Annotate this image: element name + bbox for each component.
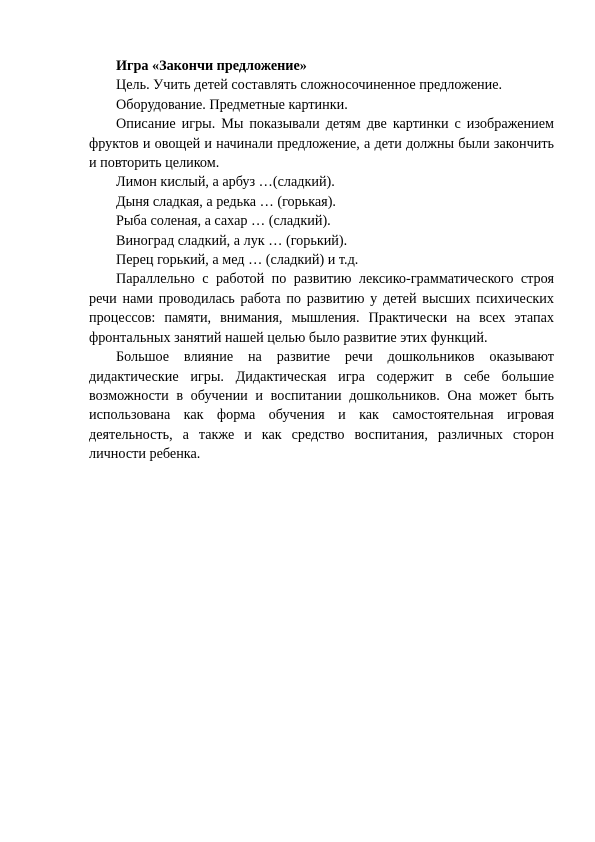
example-line: Виноград сладкий, а лук … (горький). [116,232,348,249]
document-page [89,57,554,465]
game-title: Игра «Закончи предложение» [116,58,307,74]
equipment-paragraph: Оборудование. Предметные картинки. [116,96,348,113]
example-line: Рыба соленая, а сахар … (сладкий). [116,213,331,230]
body-paragraph: Параллельно с работой по развитию лексико-грамматического строя речи нами проводилась работа по развитию у детей высших психических процессов: памяти, внимания, мышления. Практически на всех этапах фронтальных занятий нашей целью было развитие этих функций. [89,271,554,346]
example-line: Дыня сладкая, а редька … (горькая). [116,193,336,210]
example-line: Перец горький, а мед … (сладкий) и т.д. [116,252,359,269]
example-line: Лимон кислый, а арбуз …(сладкий). [116,174,335,191]
body-paragraph: Большое влияние на развитие речи дошкольников оказывают дидактические игры. Дидактическая игра содержит в себе большие возможности в обучении и воспитании дошкольников. Она может быть использована как форма обучения и как самостоятельная игровая деятельность, а также и как средство воспитания, различных сторон личности ребенка. [89,349,554,463]
goal-paragraph: Цель. Учить детей составлять сложносочиненное предложение. [116,77,503,94]
game-description-paragraph: Описание игры. Мы показывали детям две картинки с изображением фруктов и овощей и начинали предложение, а дети должны были закончить и повторить целиком. [89,116,554,172]
